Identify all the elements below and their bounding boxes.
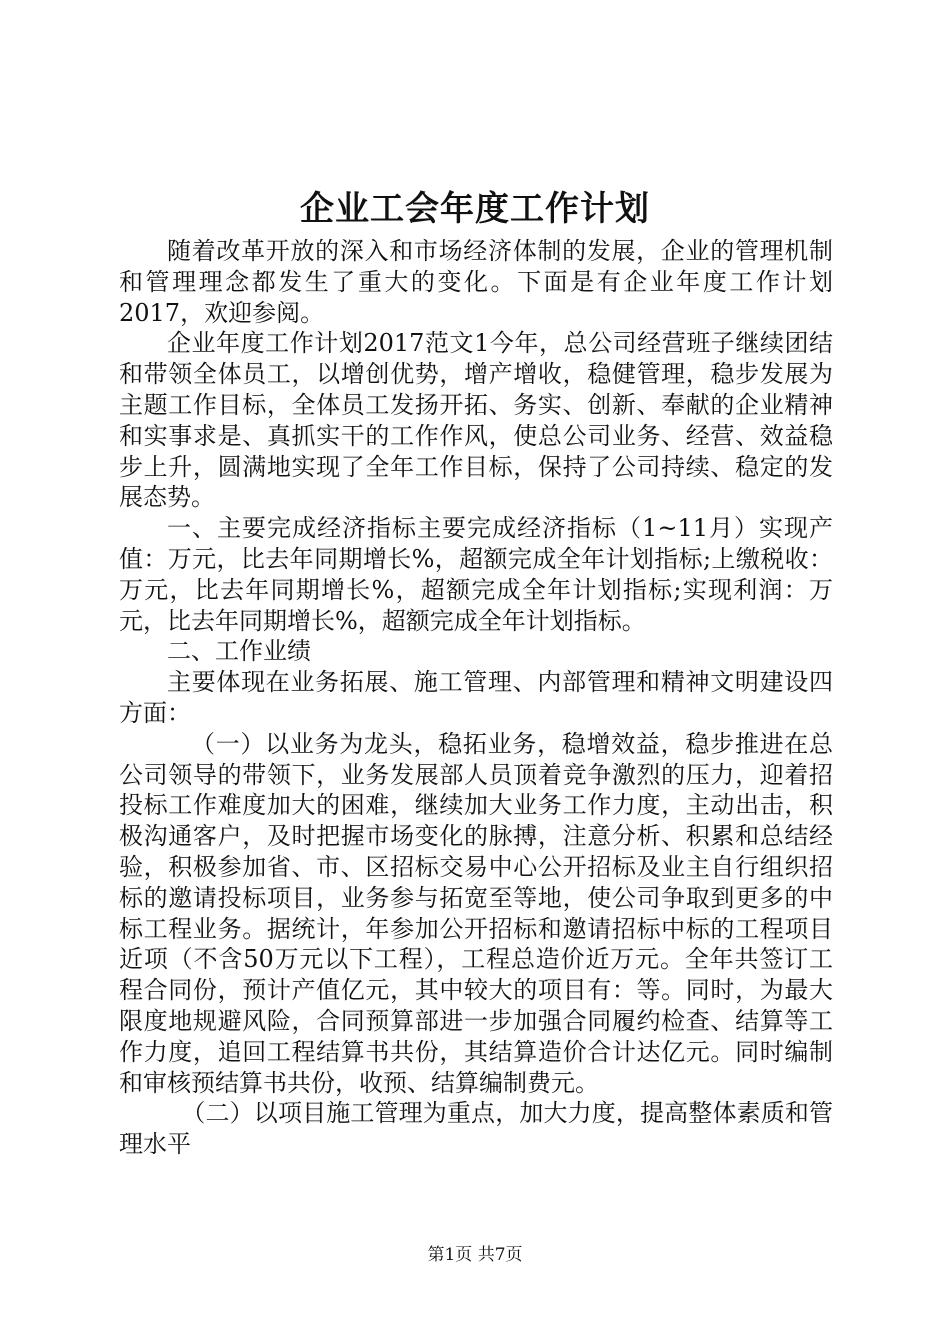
heading-work-achievements: 二、工作业绩 <box>167 637 311 666</box>
paragraph-construction-management: （二）以项目施工管理为重点，加大力度，提高整体素质和管理水平 <box>119 1099 833 1159</box>
paragraph-intro: 随着改革开放的深入和市场经济体制的发展，企业的管理机制和管理理念都发生了重大的变化。下面是有企业年度工作计划2017，欢迎参阅。 <box>119 237 833 327</box>
paragraph-overview: 企业年度工作计划2017范文1今年，总公司经营班子继续团结和带领全体员工，以增创优势，增产增收，稳健管理，稳步发展为主题工作目标，全体员工发扬开拓、务实、创新、奉献的企业精神和实事求是、真抓实干的工作作风，使总公司业务、经营、效益稳步上升，圆满地实现了全年工作目标，保持了公司持续、稳定的发展态势。 <box>119 329 833 512</box>
paragraph-economic-indicators: 一、主要完成经济指标主要完成经济指标（1~11月）实现产值：万元，比去年同期增长%，超额完成全年计划指标;上缴税收：万元，比去年同期增长%，超额完成全年计划指标;实现利润：万元，比去年同期增长%，超额完成全年计划指标。 <box>119 514 833 635</box>
page-footer: 第1页 共7页 <box>427 1245 523 1265</box>
paragraph-four-aspects: 主要体现在业务拓展、施工管理、内部管理和精神文明建设四方面： <box>119 668 833 727</box>
paragraph-business-expansion: （一）以业务为龙头，稳拓业务，稳增效益，稳步推进在总公司领导的带领下，业务发展部人员顶着竞争激烈的压力，迎着招投标工作难度加大的困难，继续加大业务工作力度，主动出击，积极沟通客户，及时把握市场变化的脉搏，注意分析、积累和总结经验，积极参加省、市、区招标交易中心公开招标及业主自行组织招标的邀请投标项目，业务参与拓宽至等地，使公司争取到更多的中标工程业务。据统计，年参加公开招标和邀请招标中标的工程项目近项（不含50万元以下工程），工程总造价近万元。全年共签订工程合同份，预计产值亿元，其中较大的项目有：等。同时，为最大限度地规避风险，合同预算部进一步加强合同履约检查、结算等工作力度，追回工程结算书共份，其结算造价合计达亿元。同时编制和审核预结算书共份，收预、结算编制费元。 <box>119 729 833 1097</box>
document-title: 企业工会年度工作计划 <box>300 189 650 229</box>
document-body <box>119 236 833 1160</box>
